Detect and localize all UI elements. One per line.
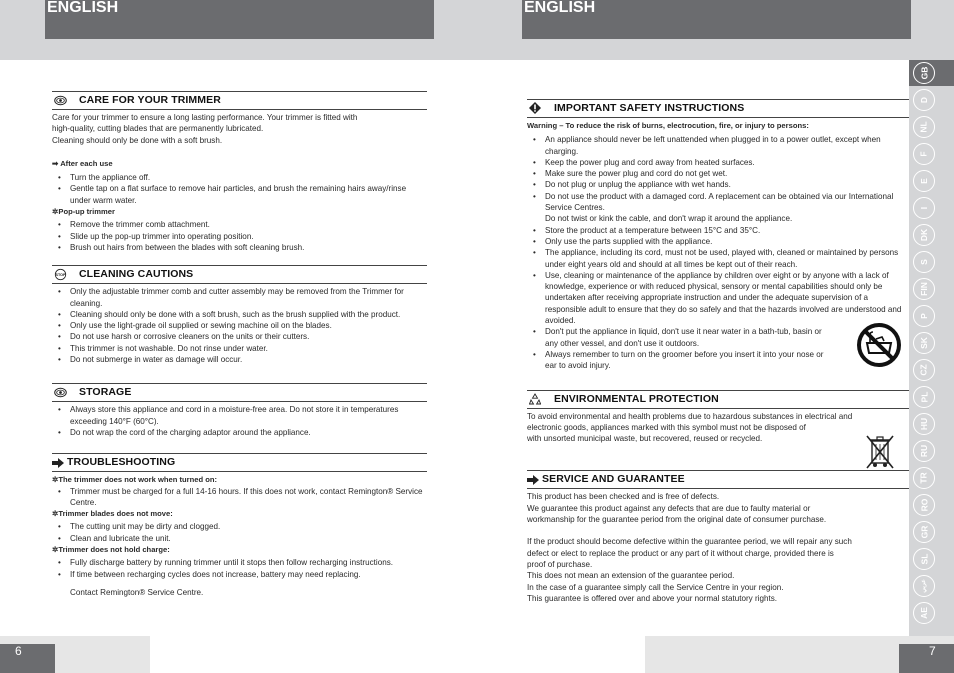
popup-heading: ✲Pop-up trimmer (52, 207, 115, 217)
list-item: • Cleaning should only be done with a soft brush, such as the brush supplied with the product. (52, 309, 427, 320)
q1-list (52, 486, 427, 509)
env-line-1: To avoid environmental and health problems due to hazardous substances in electrical and (527, 411, 853, 421)
lang-tab-ae[interactable]: AE (913, 602, 935, 624)
list-item: • Keep the power plug and cord away from heated surfaces. (527, 157, 909, 168)
page-number-right: 7 (899, 644, 954, 673)
list-item: • Remove the trimmer comb attachment. (52, 219, 427, 230)
contact-line: Contact Remington® Service Centre. (70, 587, 204, 597)
eye-icon (54, 387, 67, 398)
lang-tab-dk[interactable]: DK (913, 224, 935, 246)
safety-list-2 (527, 225, 909, 372)
lang-tab-s[interactable]: S (913, 251, 935, 273)
env-line-3: with unsorted municipal waste, but recovered, reused or recycled. (527, 434, 763, 444)
after-use-list (52, 172, 427, 206)
header-right: ENGLISH (522, 0, 911, 39)
lang-tab-i[interactable]: I (913, 197, 935, 219)
environment-title: ENVIRONMENTAL PROTECTION (554, 392, 719, 405)
section-storage (52, 383, 427, 402)
troubleshooting-title: TROUBLESHOOTING (67, 456, 176, 469)
care-intro-2: high-quality, cutting blades that are permanently lubricated. (52, 124, 264, 134)
section-environment (527, 390, 909, 409)
cleaning-title: CLEANING CAUTIONS (79, 268, 194, 281)
lang-tab-ro[interactable]: RO (913, 494, 935, 516)
section-care (52, 91, 427, 110)
trouble-q2: ✲Trimmer blades does not move: (52, 509, 173, 519)
lang-tab-fin[interactable]: FIN (913, 278, 935, 300)
lang-tab-hu[interactable]: HU (913, 413, 935, 435)
q3-list (52, 557, 427, 580)
list-item: • Use, cleaning or maintenance of the appliance by children over eight or by anyone with a lack of knowledge, experience or with reduced physical, sensory or mental capabilities should only be undertaken after receiving appropriate instruction and under the adequate supervision of a responsible adult to ensure that they do so safely and that the hazards involved are understood and avoided. (527, 270, 909, 326)
lang-tab-gb[interactable]: GB (913, 62, 935, 84)
list-item: • Only use the light-grade oil supplied or sewing machine oil on the blades. (52, 320, 427, 331)
service-line: In the case of a guarantee simply call the Service Centre in your region. (527, 582, 784, 592)
lang-tab-f[interactable]: F (913, 143, 935, 165)
lang-tab-ru[interactable]: RU (913, 440, 935, 462)
stop-icon (54, 268, 67, 281)
lang-tab-arabic[interactable]: عربي (913, 575, 935, 597)
list-item: • Trimmer must be charged for a full 14-16 hours. If this does not work, contact Remington® Service Centre. (52, 486, 427, 509)
list-item: • Do not submerge in water as damage will occur. (52, 354, 427, 365)
list-item: • Always remember to turn on the groomer before you insert it into your nose or ear to avoid injury. (527, 349, 830, 372)
safety-title: IMPORTANT SAFETY INSTRUCTIONS (554, 102, 745, 114)
lang-tab-sl[interactable]: SL (913, 548, 935, 570)
cable-line: Do not twist or kink the cable, and don't wrap it around the appliance. (545, 214, 793, 224)
list-item: • Turn the appliance off. (52, 172, 427, 183)
footer-right (645, 636, 954, 673)
storage-title: STORAGE (79, 386, 132, 399)
service-line (527, 525, 909, 536)
header-left: ENGLISH (45, 0, 434, 39)
popup-list (52, 219, 427, 253)
crossed-bin-icon (862, 433, 898, 471)
list-item: • Always store this appliance and cord in a moisture-free area. Do not store it in temperatures exceeding 140°F (60°C). (52, 404, 427, 427)
gear-icon: ✲ (52, 545, 59, 555)
list-item: • Slide up the pop-up trimmer into operating position. (52, 231, 427, 242)
gear-icon: ✲ (52, 475, 59, 485)
env-line-2: electronic goods, appliances marked with this symbol must not be disposed of (527, 422, 806, 432)
list-item: • The appliance, including its cord, must not be used, played with, cleaned or maintained by persons under eight years old and should at all times be kept out of their reach. (527, 247, 909, 270)
gear-icon: ✲ (52, 509, 59, 519)
lang-tab-sk[interactable]: SK (913, 332, 935, 354)
q2-list (52, 521, 427, 544)
section-cleaning (52, 265, 427, 284)
trouble-q1: ✲The trimmer does not work when turned on: (52, 475, 218, 485)
arrow-icon: ➡ (52, 158, 61, 168)
recycle-icon (529, 393, 541, 405)
page-number-left: 6 (0, 644, 55, 673)
left-column (52, 91, 427, 598)
lang-tab-gr[interactable]: GR (913, 521, 935, 543)
trouble-q3: ✲Trimmer does not hold charge: (52, 545, 170, 555)
list-item: • An appliance should never be left unattended when plugged in to a power outlet, except when charging. (527, 134, 909, 157)
arrow-icon (527, 475, 539, 485)
eye-icon (54, 95, 67, 106)
warning-line: Warning – To reduce the risk of burns, electrocution, fire, or injury to persons: (527, 121, 809, 130)
storage-list (52, 404, 427, 438)
lang-tab-d[interactable]: D (913, 89, 935, 111)
service-line: If the product should become defective within the guarantee period, we will repair any such (527, 537, 852, 547)
list-item: • Do not use the product with a damaged cord. A replacement can be obtained via our International Service Centres. (527, 191, 909, 214)
list-item: • Brush out hairs from between the blades with soft cleaning brush. (52, 242, 427, 253)
list-item: • Do not plug or unplug the appliance with wet hands. (527, 179, 909, 190)
service-title: SERVICE AND GUARANTEE (542, 473, 685, 486)
service-line: workmanship for the guarantee period from the original date of consumer purchase. (527, 515, 827, 525)
care-intro-1: Care for your trimmer to ensure a long lasting performance. Your trimmer is fitted with (52, 113, 358, 122)
service-line: proof of purchase. (527, 559, 593, 569)
lang-tab-cz[interactable]: CZ (913, 359, 935, 381)
safety-list (527, 134, 909, 213)
list-item: • Do not wrap the cord of the charging adaptor around the appliance. (52, 427, 427, 438)
service-line: This does not mean an extension of the guarantee period. (527, 571, 735, 581)
service-line: defect or elect to replace the product or any part of it without charge, provided there is (527, 548, 834, 558)
no-bathtub-icon (856, 322, 902, 368)
list-item: • If time between recharging cycles does not increase, battery may need replacing. (52, 569, 427, 580)
list-item: • Don't put the appliance in liquid, don't use it near water in a bath-tub, basin or any other vessel, and don't use it outdoors. (527, 326, 830, 349)
right-column (527, 99, 909, 604)
svg-text:STOP: STOP (55, 273, 66, 278)
list-item: • Only the adjustable trimmer comb and cutter assembly may be removed from the Trimmer for cleaning. (52, 286, 427, 309)
list-item: • Fully discharge battery by running trimmer until it stops then follow recharging instructions. (52, 557, 427, 568)
arrow-icon (52, 458, 64, 468)
cleaning-list (52, 286, 427, 365)
section-troubleshooting (52, 453, 427, 472)
list-item: • Gentle tap on a flat surface to remove hair particles, and brush the remaining hairs away/rinse under warm water. (52, 183, 427, 206)
list-item: • Do not use harsh or corrosive cleaners on the units or their cutters. (52, 331, 427, 342)
service-line: This product has been checked and is free of defects. (527, 492, 720, 502)
care-intro-3: Cleaning should only be done with a soft brush. (52, 135, 223, 145)
section-safety (527, 99, 909, 118)
after-each-use-heading: ➡ After each use (52, 158, 113, 168)
list-item: • Store the product at a temperature between 15°C and 35°C. (527, 225, 909, 236)
list-item: • Only use the parts supplied with the appliance. (527, 236, 909, 247)
footer-left (0, 636, 150, 673)
warning-icon (529, 102, 541, 114)
gear-icon: ✲ (52, 207, 59, 217)
care-title: CARE FOR YOUR TRIMMER (79, 94, 221, 106)
list-item: • The cutting unit may be dirty and clogged. (52, 521, 427, 532)
service-line: This guarantee is offered over and above your normal statutory rights. (527, 593, 777, 603)
service-line: We guarantee this product against any defects that are due to faulty material or (527, 503, 811, 513)
lang-tab-pl[interactable]: PL (913, 386, 935, 408)
lang-tab-e[interactable]: E (913, 170, 935, 192)
lang-tab-nl[interactable]: NL (913, 116, 935, 138)
list-item: • This trimmer is not washable. Do not rinse under water. (52, 343, 427, 354)
lang-tab-p[interactable]: P (913, 305, 935, 327)
lang-tab-tr[interactable]: TR (913, 467, 935, 489)
section-service (527, 470, 909, 489)
list-item: • Clean and lubricate the unit. (52, 533, 427, 544)
list-item: • Make sure the power plug and cord do not get wet. (527, 168, 909, 179)
